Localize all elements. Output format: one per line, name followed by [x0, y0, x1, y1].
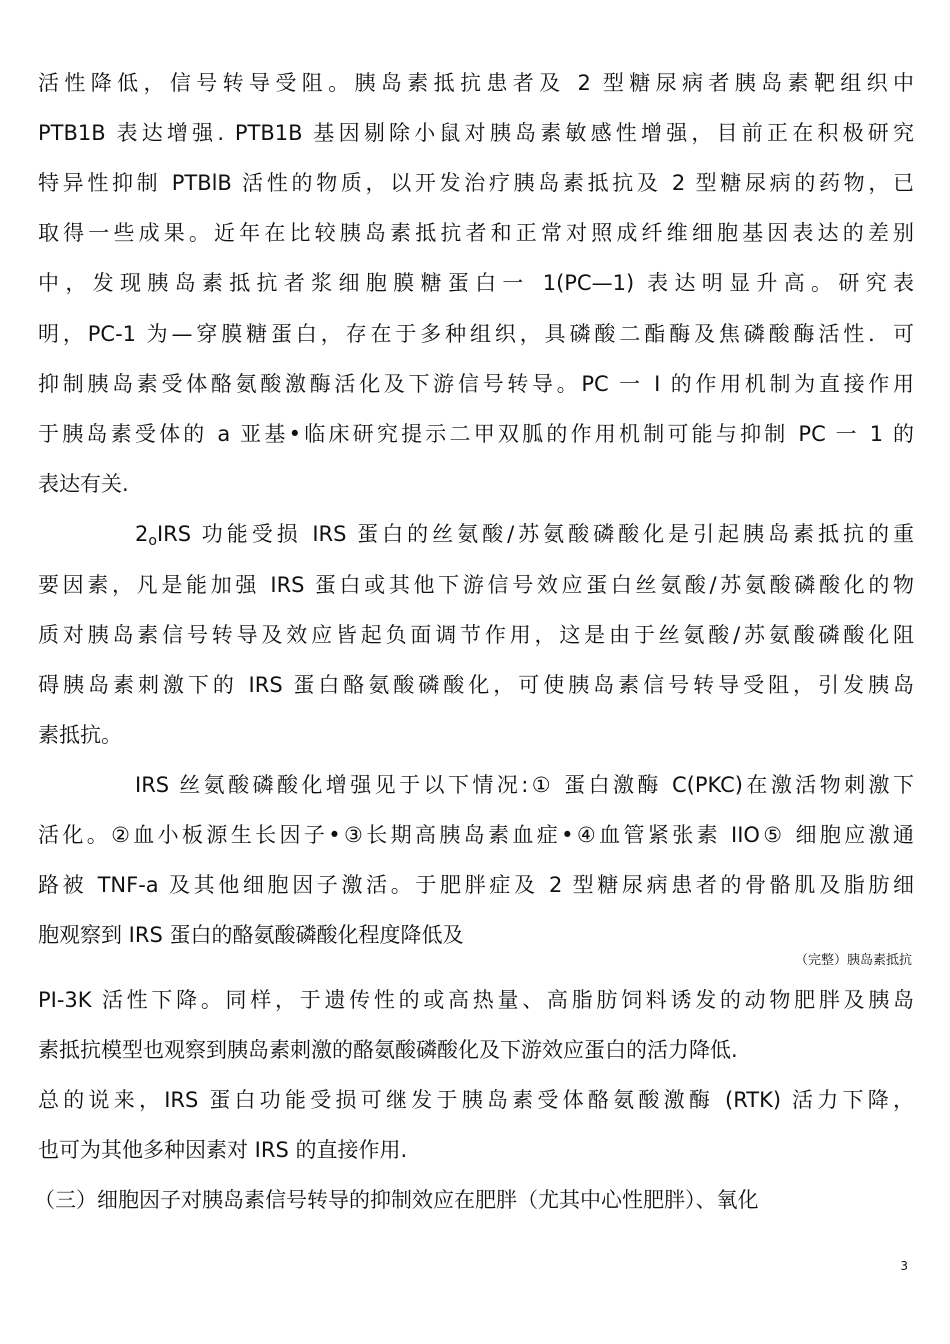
text-line: 素抵抗模型也观察到胰岛素刺激的酪氨酸磷酸化及下游效应蛋白的活力降低. — [38, 1038, 738, 1062]
text-line: 也可为其他多种因素对 IRS 的直接作用. — [38, 1138, 408, 1162]
text-line: PTB1B 表达增强. PTB1B 基因剔除小鼠对胰岛素敏感性增强，目前正在积极研究 — [38, 121, 914, 145]
section-number-sub: o — [148, 533, 157, 549]
text-line: 抑制胰岛素受体酪氨酸激酶活化及下游信号转导。PC 一 I 的作用机制为直接作用 — [38, 372, 914, 396]
text-line: 表达有关. — [38, 472, 129, 496]
text-line — [135, 518, 914, 552]
text-line: 素抵抗。 — [38, 723, 122, 747]
text-line: 碍胰岛素刺激下的 IRS 蛋白酪氨酸磷酸化，可使胰岛素信号转导受阻，引发胰岛 — [38, 673, 914, 697]
text-line: IRS 丝氨酸磷酸化增强见于以下情况:① 蛋白激酶 C(PKC)在激活物刺激下 — [135, 773, 914, 797]
text-line: 胞观察到 IRS 蛋白的酪氨酸磷酸化程度降低及 — [38, 923, 464, 947]
text-line: 明，PC-1 为—穿膜糖蛋白，存在于多种组织，具磷酸二酯酶及焦磷酸酶活性．可 — [38, 322, 914, 346]
text-line: 总的说来，IRS 蛋白功能受损可继发于胰岛素受体酪氨酸激酶 (RTK) 活力下降， — [38, 1088, 914, 1112]
text-line: 活性降低，信号转导受阻。胰岛素抵抗患者及 2 型糖尿病者胰岛素靶组织中 — [38, 71, 914, 95]
text-line: 特异性抑制 PTBlB 活性的物质，以开发治疗胰岛素抵抗及 2 型糖尿病的药物，已 — [38, 171, 914, 195]
text-line: 要因素，凡是能加强 IRS 蛋白或其他下游信号效应蛋白丝氨酸/苏氨酸磷酸化的物 — [38, 573, 914, 597]
text-span: IRS 功能受损 IRS 蛋白的丝氨酸/苏氨酸磷酸化是引起胰岛素抵抗的重 — [156, 522, 914, 546]
text-line: 中，发现胰岛素抵抗者浆细胞膜糖蛋白一 1(PC—1) 表达明显升高。研究表 — [38, 271, 914, 295]
page-number: 3 — [900, 1259, 908, 1273]
text-line: 质对胰岛素信号转导及效应皆起负面调节作用，这是由于丝氨酸/苏氨酸磷酸化阻 — [38, 623, 914, 647]
section-number: 2 — [135, 522, 149, 546]
section-heading-line: （三）细胞因子对胰岛素信号转导的抑制效应在肥胖（尤其中心性肥胖）、氧化 — [34, 1188, 759, 1212]
text-line: 路被 TNF-a 及其他细胞因子激活。于肥胖症及 2 型糖尿病患者的骨骼肌及脂肪细 — [38, 873, 914, 897]
text-line: 于胰岛素受体的 a 亚基•临床研究提示二甲双胍的作用机制可能与抑制 PC 一 1 的 — [38, 422, 914, 446]
text-line: PI-3K 活性下降。同样，于遗传性的或高热量、高脂肪饲料诱发的动物肥胖及胰岛 — [38, 988, 914, 1012]
text-line: 活化。②血小板源生长因子•③长期高胰岛素血症•④血管紧张素 IIO⑤ 细胞应激通 — [38, 823, 914, 847]
text-line: 取得一些成果。近年在比较胰岛素抵抗者和正常对照成纤维细胞基因表达的差别 — [38, 221, 914, 245]
running-header: （完整）胰岛素抵抗 — [794, 953, 912, 968]
